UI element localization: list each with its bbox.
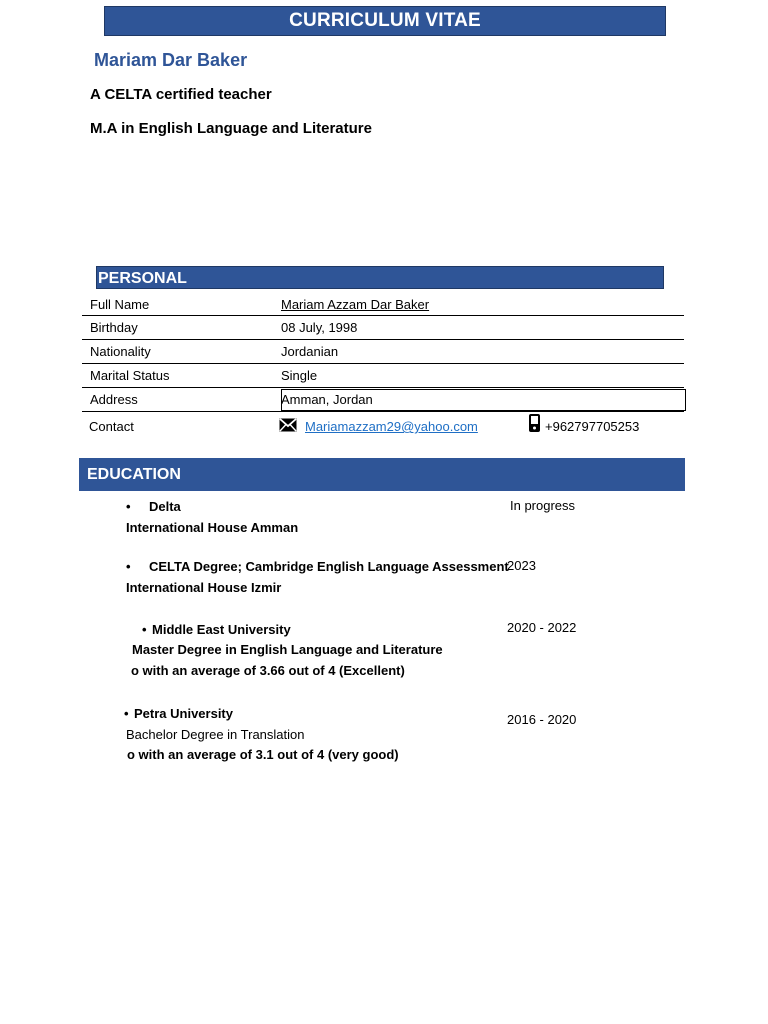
education-entry-title: Middle East University [152,622,291,637]
field-value: Mariam Azzam Dar Baker [281,297,430,312]
cv-title: CURRICULUM VITAE [289,10,481,31]
bullet: • [124,706,129,721]
mobile-phone-icon [528,413,541,438]
personal-row-birthday [82,316,684,340]
bullet: • [142,622,147,637]
personal-row-nationality [82,340,684,364]
field-value: Single [281,368,318,383]
education-entry-date: 2020 - 2022 [507,620,577,635]
envelope-icon [279,418,297,437]
bullet: • [126,499,131,514]
section-title-education: EDUCATION [87,466,181,483]
phone-number: +962797705253 [545,419,640,434]
address-value-box [281,389,686,411]
field-label: Nationality [90,344,151,359]
education-entry-title: CELTA Degree; Cambridge English Language Assessment [149,559,509,574]
cv-title-banner [104,6,666,36]
section-header-personal [96,266,664,289]
field-label: Address [90,392,138,407]
field-value: Amman, Jordan [281,392,373,407]
personal-row-marital-status [82,364,684,388]
tagline-degree: M.A in English Language and Literature [90,120,372,137]
education-entry-date: 2016 - 2020 [507,712,577,727]
section-title-personal: PERSONAL [98,270,187,287]
field-label: Birthday [90,320,138,335]
bullet: • [126,559,131,574]
field-value: 08 July, 1998 [281,320,358,335]
contact-label: Contact [89,419,134,434]
education-entry-title: Delta [149,499,181,514]
field-label: Marital Status [90,368,170,383]
education-entry-date: In progress [510,498,576,513]
education-entry-degree: Master Degree in English Language and Literature [132,642,443,657]
education-entry-institution: International House Izmir [126,580,282,595]
education-entry-average: o with an average of 3.1 out of 4 (very good) [127,747,399,762]
field-label: Full Name [90,297,150,312]
section-header-education [79,458,685,491]
tagline-certification: A CELTA certified teacher [90,86,272,103]
education-entry-institution: International House Amman [126,520,299,535]
field-value: Jordanian [281,344,339,359]
education-entry-average: o with an average of 3.66 out of 4 (Excellent) [131,663,405,678]
education-entry-title: Petra University [134,706,233,721]
personal-row-full-name [82,293,684,316]
education-entry-date: 2023 [507,558,536,573]
education-entry-degree: Bachelor Degree in Translation [126,727,305,742]
person-name: Mariam Dar Baker [94,50,248,70]
email-link[interactable]: Mariamazzam29@yahoo.com [305,419,478,434]
